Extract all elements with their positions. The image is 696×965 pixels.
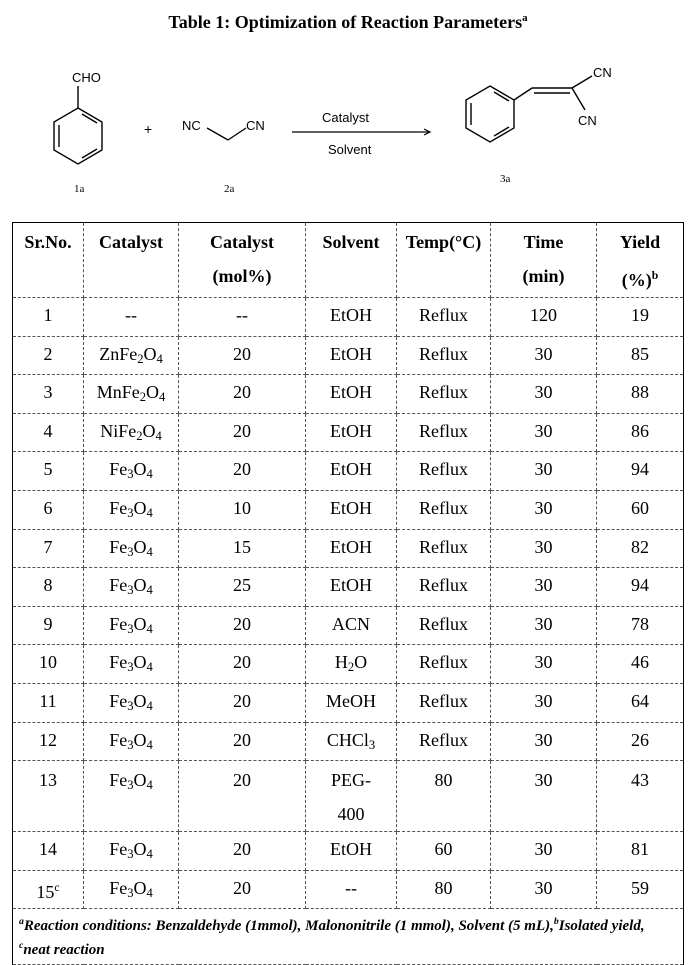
table-row [13,529,684,568]
cell-loading: 20 [179,452,306,491]
cell-srno: 10 [13,645,84,684]
header-solvent: Solvent [306,223,397,298]
cell-temp: 80 [397,870,491,909]
cell-solvent: EtOH [306,832,397,871]
reaction-scheme [0,58,696,208]
cell-solvent: $H_2O$ [306,645,397,684]
cell-yield: 82 [597,529,684,568]
cell-temp: Reflux [397,606,491,645]
cell-time: 30 [491,413,597,452]
cell-loading: 15 [179,529,306,568]
cell-temp: Reflux [397,529,491,568]
cell-solvent: CHCl$_3$ [306,722,397,761]
cell-temp: Reflux [397,452,491,491]
cell-time: 30 [491,452,597,491]
cell-yield: 59 [597,870,684,909]
cell-temp: Reflux [397,683,491,722]
cell-yield: 85 [597,336,684,375]
cell-temp: Reflux [397,375,491,414]
cell-srno: 9 [13,606,84,645]
cell-loading: 20 [179,413,306,452]
cell-yield: 88 [597,375,684,414]
compound-label-2a: 2a [224,183,235,195]
cell-catalyst: $Fe_3O_4$ [84,568,179,607]
cell-loading: 20 [179,683,306,722]
cell-srno: 15$^c$ [13,870,84,909]
cell-catalyst: $Fe_3O_4$ [84,832,179,871]
cell-loading: 25 [179,568,306,607]
cell-loading: 20 [179,606,306,645]
cell-catalyst: $ZnFe_2O_4$ [84,336,179,375]
table-row [13,761,684,832]
cell-solvent: EtOH [306,375,397,414]
cell-solvent: ACN [306,606,397,645]
nitrile-right: CN [246,118,265,133]
cell-catalyst: $Fe_3O_4$ [84,606,179,645]
cell-srno: 8 [13,568,84,607]
arrow-catalyst-label: Catalyst [322,110,369,125]
cell-time: 30 [491,375,597,414]
header-yield: Yield (%)$^b$ [597,223,684,298]
cell-yield: 78 [597,606,684,645]
product-structure [466,76,592,142]
cell-solvent: EtOH [306,336,397,375]
table-row [13,452,684,491]
cell-loading: 20 [179,832,306,871]
optimization-table [12,222,684,965]
header-loading: Catalyst (mol%) [179,223,306,298]
cell-temp: Reflux [397,298,491,337]
cell-solvent: -- [306,870,397,909]
cell-temp: Reflux [397,490,491,529]
header-row [13,223,684,298]
cell-time: 30 [491,568,597,607]
cell-solvent: EtOH [306,529,397,568]
compound-label-3a: 3a [500,173,511,185]
product-nitrile-top: CN [593,65,612,80]
table-body [13,298,684,909]
cell-srno: 5 [13,452,84,491]
cell-time: 30 [491,606,597,645]
cell-srno: 14 [13,832,84,871]
cell-yield: 86 [597,413,684,452]
cell-time: 30 [491,529,597,568]
cell-solvent: EtOH [306,490,397,529]
cell-catalyst: $Fe_3O_4$ [84,761,179,832]
cell-time: 30 [491,832,597,871]
cell-loading: 20 [179,375,306,414]
table-row [13,722,684,761]
cell-yield: 19 [597,298,684,337]
aldehyde-group: CHO [72,70,101,85]
cell-yield: 94 [597,568,684,607]
reaction-arrow [292,129,430,135]
cell-srno: 6 [13,490,84,529]
header-srno: Sr.No. [13,223,84,298]
cell-catalyst: -- [84,298,179,337]
header-temp: Temp(°C) [397,223,491,298]
cell-time: 30 [491,490,597,529]
cell-yield: 46 [597,645,684,684]
cell-catalyst: $Fe_3O_4$ [84,490,179,529]
cell-time: 30 [491,683,597,722]
cell-loading: 20 [179,336,306,375]
cell-loading: 10 [179,490,306,529]
cell-temp: 60 [397,832,491,871]
footnote-row [13,909,684,965]
cell-temp: Reflux [397,336,491,375]
cell-catalyst: $Fe_3O_4$ [84,683,179,722]
cell-srno: 7 [13,529,84,568]
nitrile-left: NC [182,118,201,133]
header-catalyst: Catalyst [84,223,179,298]
cell-temp: Reflux [397,413,491,452]
cell-solvent: EtOH [306,298,397,337]
cell-solvent: PEG- 400 [306,761,397,832]
cell-temp: Reflux [397,645,491,684]
cell-srno: 1 [13,298,84,337]
cell-yield: 60 [597,490,684,529]
cell-temp: Reflux [397,568,491,607]
table-row [13,832,684,871]
cell-time: 30 [491,645,597,684]
cell-catalyst: $NiFe_2O_4$ [84,413,179,452]
cell-yield: 94 [597,452,684,491]
cell-srno: 12 [13,722,84,761]
malononitrile-structure [207,128,246,140]
compound-label-1a: 1a [74,183,85,195]
table-row [13,490,684,529]
cell-srno: 11 [13,683,84,722]
table-footnote: $^a$Reaction conditions: Benzaldehyde (1mmol), Malononitrile (1 mmol), Solvent (5 mL),$^b$Isolated yield, $^c$neat reaction [13,909,684,965]
cell-temp: Reflux [397,722,491,761]
cell-catalyst: $Fe_3O_4$ [84,645,179,684]
cell-yield: 43 [597,761,684,832]
cell-srno: 2 [13,336,84,375]
cell-srno: 4 [13,413,84,452]
cell-catalyst: $Fe_3O_4$ [84,452,179,491]
cell-time: 120 [491,298,597,337]
table-row [13,606,684,645]
cell-catalyst: $Fe_3O_4$ [84,870,179,909]
cell-loading: 20 [179,761,306,832]
header-time: Time (min) [491,223,597,298]
cell-time: 30 [491,336,597,375]
cell-catalyst: $Fe_3O_4$ [84,722,179,761]
cell-yield: 26 [597,722,684,761]
cell-yield: 81 [597,832,684,871]
table-row [13,568,684,607]
cell-solvent: EtOH [306,413,397,452]
cell-loading: 20 [179,870,306,909]
cell-loading: -- [179,298,306,337]
table-row [13,683,684,722]
cell-yield: 64 [597,683,684,722]
table-row [13,413,684,452]
cell-catalyst: $Fe_3O_4$ [84,529,179,568]
plus-sign: + [144,121,153,137]
benzaldehyde-structure [54,86,102,164]
table-title: Table 1: Optimization of Reaction Parameters$^a$ [168,12,528,32]
table-row [13,645,684,684]
table-row [13,870,684,909]
cell-time: 30 [491,870,597,909]
cell-loading: 20 [179,645,306,684]
cell-solvent: MeOH [306,683,397,722]
table-row [13,298,684,337]
cell-time: 30 [491,761,597,832]
cell-loading: 20 [179,722,306,761]
cell-catalyst: $MnFe_2O_4$ [84,375,179,414]
cell-srno: 3 [13,375,84,414]
product-nitrile-bottom: CN [578,113,597,128]
cell-time: 30 [491,722,597,761]
table-row [13,336,684,375]
cell-srno: 13 [13,761,84,832]
arrow-solvent-label: Solvent [328,142,372,157]
cell-solvent: EtOH [306,568,397,607]
cell-temp: 80 [397,761,491,832]
cell-solvent: EtOH [306,452,397,491]
table-row [13,375,684,414]
